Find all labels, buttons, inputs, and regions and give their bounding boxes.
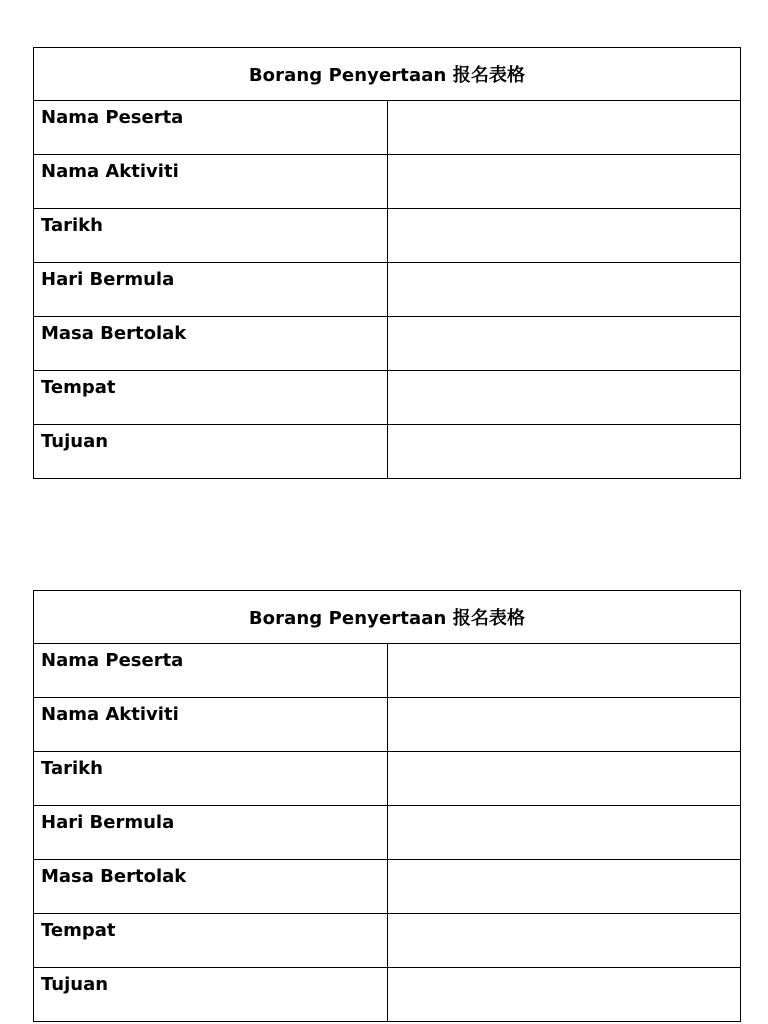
field-label-hari-bermula: Hari Bermula (34, 806, 388, 860)
form-row (34, 806, 741, 860)
field-value-tarikh[interactable] (387, 209, 741, 263)
form-row (34, 101, 741, 155)
form-row (34, 263, 741, 317)
field-value-hari-bermula[interactable] (387, 806, 741, 860)
form-title-row (34, 591, 741, 644)
field-value-masa-bertolak[interactable] (387, 317, 741, 371)
field-value-tempat[interactable] (387, 371, 741, 425)
form-row (34, 371, 741, 425)
field-value-tujuan[interactable] (387, 968, 741, 1022)
form-row (34, 317, 741, 371)
registration-form (33, 590, 741, 1022)
registration-form (33, 47, 741, 479)
form-row (34, 752, 741, 806)
field-value-masa-bertolak[interactable] (387, 860, 741, 914)
form-row (34, 914, 741, 968)
field-value-nama-peserta[interactable] (387, 644, 741, 698)
field-label-tarikh: Tarikh (34, 209, 388, 263)
form-row (34, 644, 741, 698)
field-label-nama-aktiviti: Nama Aktiviti (34, 155, 388, 209)
field-value-nama-peserta[interactable] (387, 101, 741, 155)
field-label-nama-peserta: Nama Peserta (34, 644, 388, 698)
form-title: Borang Penyertaan 报名表格 (34, 48, 741, 101)
form-title-row (34, 48, 741, 101)
form-row (34, 698, 741, 752)
field-value-tempat[interactable] (387, 914, 741, 968)
field-label-masa-bertolak: Masa Bertolak (34, 317, 388, 371)
form-row (34, 968, 741, 1022)
field-label-masa-bertolak: Masa Bertolak (34, 860, 388, 914)
field-value-tarikh[interactable] (387, 752, 741, 806)
field-label-hari-bermula: Hari Bermula (34, 263, 388, 317)
form-row (34, 155, 741, 209)
form-row (34, 209, 741, 263)
form-row (34, 425, 741, 479)
field-label-nama-aktiviti: Nama Aktiviti (34, 698, 388, 752)
form-title: Borang Penyertaan 报名表格 (34, 591, 741, 644)
field-label-tarikh: Tarikh (34, 752, 388, 806)
field-label-nama-peserta: Nama Peserta (34, 101, 388, 155)
field-label-tempat: Tempat (34, 371, 388, 425)
field-value-nama-aktiviti[interactable] (387, 698, 741, 752)
field-value-hari-bermula[interactable] (387, 263, 741, 317)
field-label-tempat: Tempat (34, 914, 388, 968)
form-row (34, 860, 741, 914)
field-value-tujuan[interactable] (387, 425, 741, 479)
field-value-nama-aktiviti[interactable] (387, 155, 741, 209)
field-label-tujuan: Tujuan (34, 425, 388, 479)
field-label-tujuan: Tujuan (34, 968, 388, 1022)
